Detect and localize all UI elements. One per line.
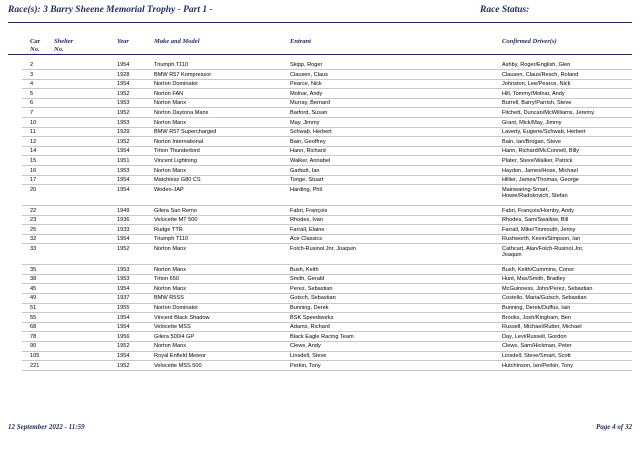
make-model: Norton Dominator bbox=[154, 81, 199, 88]
table-row bbox=[0, 225, 640, 235]
year: 1953 bbox=[117, 119, 130, 126]
col-entrant: Entrant bbox=[290, 38, 311, 45]
car-number: 105 bbox=[30, 353, 40, 360]
make-model: Norton Manx bbox=[154, 245, 187, 252]
table-row bbox=[0, 127, 640, 137]
year: 1954 bbox=[117, 324, 130, 331]
car-number: 17 bbox=[30, 177, 37, 184]
entrant: Pearce, Nick bbox=[290, 81, 322, 88]
year: 1953 bbox=[117, 266, 130, 273]
col-shelter-line2: No. bbox=[54, 45, 64, 53]
year: 1952 bbox=[117, 343, 130, 350]
table-row bbox=[0, 293, 640, 303]
confirmed-drivers: Plater, Steve/Walker, Patrick bbox=[502, 157, 573, 164]
entrant: Clausen, Claus bbox=[290, 71, 328, 78]
year: 1953 bbox=[117, 276, 130, 283]
car-number: 22 bbox=[30, 207, 37, 214]
confirmed-drivers: Laverty, Eugene/Schwab, Herbert bbox=[502, 129, 586, 136]
confirmed-drivers: Linsdell, Steve/Smart, Scott bbox=[502, 353, 571, 360]
confirmed-drivers: Bush, Keith/Cummins, Conor bbox=[502, 266, 575, 273]
confirmed-drivers: Johnston, Lee/Pearce, Nick bbox=[502, 81, 571, 88]
car-number: 51 bbox=[30, 305, 37, 312]
row-divider bbox=[22, 370, 632, 371]
year: 1936 bbox=[117, 217, 130, 224]
make-model: Woden-JAP bbox=[154, 186, 184, 193]
entrant: Fabri, François bbox=[290, 207, 328, 214]
car-number: 221 bbox=[30, 362, 40, 369]
confirmed-drivers: Cathcart, Alan/Folch-Rusinol Jnr, bbox=[502, 245, 584, 252]
entrant: Perez, Sebastian bbox=[290, 285, 333, 292]
confirmed-drivers: Ashby, Roger/English, Glen bbox=[502, 62, 571, 68]
confirmed-drivers: Hill, Tommy/Molnar, Andy bbox=[502, 90, 565, 97]
entrant: BSK Speedworks bbox=[290, 314, 334, 321]
confirmed-drivers: Joaquin bbox=[502, 252, 522, 259]
confirmed-drivers: Rhodes, Sam/Swallow, Bill bbox=[502, 217, 569, 224]
confirmed-drivers: Fabri, François/Hornby, Andy bbox=[502, 207, 575, 214]
entry-table bbox=[0, 60, 640, 370]
entrant: Hann, Richard bbox=[290, 148, 326, 155]
confirmed-drivers: McGuinness, John/Perez, Sebastian bbox=[502, 285, 593, 292]
make-model: Vincent Lightning bbox=[154, 157, 197, 164]
confirmed-drivers: Burrell, Barry/Parrish, Steve bbox=[502, 100, 572, 107]
entrant: Folch-Rusinol Jnr, Joaquin bbox=[290, 245, 356, 252]
car-number: 55 bbox=[30, 314, 37, 321]
table-row bbox=[0, 274, 640, 284]
footer-date: 12 September 2022 - 11:59 bbox=[8, 423, 85, 431]
table-row bbox=[0, 60, 640, 70]
car-number: 16 bbox=[30, 167, 37, 174]
table-row bbox=[0, 332, 640, 342]
confirmed-drivers: Mainwaring-Smart, bbox=[502, 186, 549, 193]
table-row bbox=[0, 341, 640, 351]
make-model: Vincent Black Shadow bbox=[154, 314, 210, 321]
make-model: Velocette MSS 500 bbox=[154, 362, 202, 369]
table-row bbox=[0, 234, 640, 244]
confirmed-drivers: Clausen, Claus/Resch, Roland bbox=[502, 71, 579, 78]
car-number: 78 bbox=[30, 333, 37, 340]
table-row bbox=[0, 156, 640, 166]
confirmed-drivers: Hillier, James/Thomas, George bbox=[502, 177, 579, 184]
make-model: Norton Dominator bbox=[154, 305, 199, 312]
entrant: May, Jimmy bbox=[290, 119, 320, 126]
year: 1952 bbox=[117, 90, 130, 97]
car-number: 38 bbox=[30, 276, 37, 283]
entrant: Bain, Geoffrey bbox=[290, 138, 326, 145]
entrant: Tonge, Stuart bbox=[290, 177, 324, 184]
col-drivers: Confirmed Driver(s) bbox=[502, 38, 557, 45]
table-row bbox=[0, 265, 640, 275]
make-model: Norton Manx bbox=[154, 343, 187, 350]
table-row bbox=[0, 284, 640, 294]
year: 1928 bbox=[117, 71, 130, 78]
race-status-label: Race Status: bbox=[480, 5, 530, 15]
year: 1954 bbox=[117, 148, 130, 155]
entrant: Skipp, Roger bbox=[290, 62, 323, 68]
make-model: BMW R57 Supercharged bbox=[154, 129, 217, 136]
table-row bbox=[0, 351, 640, 361]
col-car-line1: Car bbox=[30, 38, 41, 45]
confirmed-drivers: Russell, Michael/Rutter, Michael bbox=[502, 324, 582, 331]
car-number: 11 bbox=[30, 129, 36, 136]
entrant: Murray, Bernard bbox=[290, 100, 330, 107]
car-number: 7 bbox=[30, 109, 34, 116]
col-shelter-line1: Shelter bbox=[54, 38, 74, 45]
table-row bbox=[0, 79, 640, 89]
confirmed-drivers: Clews, Sam/Hickman, Peter bbox=[502, 343, 572, 350]
confirmed-drivers: Hutchinson, Ian/Perkin, Tony bbox=[502, 362, 574, 369]
entrant: Smith, Gerald bbox=[290, 276, 325, 283]
entrant: Adams, Richard bbox=[290, 324, 330, 331]
year: 1952 bbox=[117, 362, 130, 369]
car-number: 10 bbox=[30, 119, 37, 126]
table-row bbox=[0, 166, 640, 176]
year: 1953 bbox=[117, 167, 130, 174]
make-model: Norton Manx bbox=[154, 266, 187, 273]
make-model: Velocette MSS bbox=[154, 324, 191, 331]
make-model: BMW R5SS bbox=[154, 295, 184, 302]
confirmed-drivers: Bain, Ian/Brogan, Steve bbox=[502, 138, 562, 145]
entrant: Farrall, Elaine bbox=[290, 226, 325, 233]
entrant: Barford, Susan bbox=[290, 109, 328, 116]
entrant: Perkin, Tony bbox=[290, 362, 321, 369]
entrant: Molnar, Andy bbox=[290, 90, 323, 97]
page-footer bbox=[8, 423, 632, 435]
make-model: Gilera San Remo bbox=[154, 207, 197, 214]
confirmed-drivers: Day, Levi/Russell, Gordon bbox=[502, 333, 567, 340]
year: 1955 bbox=[117, 305, 130, 312]
col-shelter bbox=[54, 38, 73, 53]
table-row bbox=[0, 70, 640, 80]
table-row bbox=[0, 303, 640, 313]
year: 1951 bbox=[117, 157, 130, 164]
entrant: Clews, Andy bbox=[290, 343, 321, 350]
col-year: Year bbox=[117, 38, 129, 45]
car-number: 20 bbox=[30, 186, 37, 193]
entrant: Black Eagle Racing Team bbox=[290, 333, 354, 340]
year: 1956 bbox=[117, 333, 130, 340]
make-model: Norton Manx bbox=[154, 100, 187, 107]
entrant: Bunning, Derek bbox=[290, 305, 329, 312]
entrant: Linsdell, Steve bbox=[290, 353, 327, 360]
make-model: Triumph T110 bbox=[154, 236, 189, 243]
table-row bbox=[0, 89, 640, 99]
car-number: 4 bbox=[30, 81, 34, 88]
table-row bbox=[0, 118, 640, 128]
make-model: Velocette MT 500 bbox=[154, 217, 198, 224]
year: 1954 bbox=[117, 236, 130, 243]
year: 1954 bbox=[117, 285, 130, 292]
make-model: Royal Enfield Meteor bbox=[154, 353, 206, 360]
make-model: Norton Manx bbox=[154, 167, 187, 174]
car-number: 90 bbox=[30, 343, 37, 350]
make-model: Triumph T110 bbox=[154, 62, 189, 68]
car-number: 35 bbox=[30, 266, 37, 273]
confirmed-drivers: Fitchett, Duncan/McWilliams, Jeremy bbox=[502, 109, 595, 116]
car-number: 25 bbox=[30, 226, 37, 233]
entrant: Schwab, Herbert bbox=[290, 129, 332, 136]
year: 1954 bbox=[117, 353, 130, 360]
year: 1954 bbox=[117, 186, 130, 193]
race-title: Race(s): 3 Barry Sheene Memorial Trophy - Part 1 - bbox=[8, 5, 213, 15]
confirmed-drivers: Brooks, Josh/Kingham, Ben bbox=[502, 314, 572, 321]
car-number: 5 bbox=[30, 90, 34, 97]
table-row bbox=[0, 313, 640, 323]
car-number: 23 bbox=[30, 217, 37, 224]
year: 1937 bbox=[117, 295, 130, 302]
make-model: Norton International bbox=[154, 138, 204, 145]
year: 1954 bbox=[117, 81, 130, 88]
entrant: Harding, Phil bbox=[290, 186, 323, 193]
year: 1929 bbox=[117, 129, 130, 136]
year: 1952 bbox=[117, 138, 130, 145]
confirmed-drivers: Farrall, Mike/Tinmouth, Jenny bbox=[502, 226, 576, 233]
car-number: 45 bbox=[30, 285, 37, 292]
table-row bbox=[0, 361, 640, 371]
page-header bbox=[8, 5, 632, 21]
year: 1953 bbox=[117, 100, 130, 107]
entrant: Garbutt, Ian bbox=[290, 167, 320, 174]
confirmed-drivers: Costello, Maria/Gutsch, Sebastian bbox=[502, 295, 587, 302]
table-row bbox=[0, 244, 640, 265]
entrant: Rhodes, Ivan bbox=[290, 217, 323, 224]
entrant: Ace Classics bbox=[290, 236, 323, 243]
col-car bbox=[30, 38, 40, 53]
car-number: 14 bbox=[30, 148, 37, 155]
make-model: Matchless G80 CS bbox=[154, 177, 201, 184]
confirmed-drivers: Hann, Richard/McConnell, Billy bbox=[502, 148, 580, 155]
car-number: 68 bbox=[30, 324, 37, 331]
year: 1949 bbox=[117, 207, 130, 214]
confirmed-drivers: Grant, Mick/May, Jimmy bbox=[502, 119, 562, 126]
make-model: Norton FAN bbox=[154, 90, 184, 97]
confirmed-drivers: Haydon, James/Hose, Michael bbox=[502, 167, 578, 174]
table-row bbox=[0, 175, 640, 185]
table-row bbox=[0, 108, 640, 118]
confirmed-drivers: Howie/Radokovich, Stefan bbox=[502, 193, 568, 200]
confirmed-drivers: Rushworth, Kevin/Simpson, Ian bbox=[502, 236, 581, 243]
car-number: 2 bbox=[30, 62, 34, 68]
make-model: Gilera 500/4 GP bbox=[154, 333, 195, 340]
car-number: 32 bbox=[30, 236, 37, 243]
table-row bbox=[0, 146, 640, 156]
year: 1954 bbox=[117, 314, 130, 321]
table-row bbox=[0, 215, 640, 225]
confirmed-drivers: Hunt, Max/Smith, Bradley bbox=[502, 276, 566, 283]
col-car-line2: No. bbox=[30, 45, 40, 53]
car-number: 33 bbox=[30, 245, 37, 252]
year: 1954 bbox=[117, 62, 130, 68]
column-header-rule bbox=[8, 54, 632, 55]
make-model: Norton Daytona Manx bbox=[154, 109, 209, 116]
table-row bbox=[0, 185, 640, 206]
car-number: 12 bbox=[30, 138, 37, 145]
entrant: Walker, Annabel bbox=[290, 157, 331, 164]
entrant: Bush, Keith bbox=[290, 266, 319, 273]
car-number: 49 bbox=[30, 295, 37, 302]
header-rule bbox=[8, 22, 632, 23]
car-number: 3 bbox=[30, 71, 34, 78]
make-model: Triton Thunderbird bbox=[154, 148, 200, 155]
year: 1954 bbox=[117, 177, 130, 184]
car-number: 6 bbox=[30, 100, 34, 107]
table-row bbox=[0, 322, 640, 332]
year: 1933 bbox=[117, 226, 130, 233]
year: 1952 bbox=[117, 109, 130, 116]
car-number: 15 bbox=[30, 157, 37, 164]
year: 1952 bbox=[117, 245, 130, 252]
make-model: Triton 650 bbox=[154, 276, 179, 283]
col-make: Make and Model bbox=[154, 38, 200, 45]
table-row bbox=[0, 206, 640, 216]
entrant: Gutsch, Sebastian bbox=[290, 295, 336, 302]
confirmed-drivers: Bunning, Derek/Duffus, Iain bbox=[502, 305, 571, 312]
make-model: Rudge TTR bbox=[154, 226, 183, 233]
footer-page: Page 4 of 32 bbox=[596, 423, 632, 431]
table-row bbox=[0, 137, 640, 147]
make-model: Norton Manx bbox=[154, 119, 187, 126]
table-row bbox=[0, 98, 640, 108]
make-model: BMW R57 Kompressor bbox=[154, 71, 212, 78]
make-model: Norton Manx bbox=[154, 285, 187, 292]
